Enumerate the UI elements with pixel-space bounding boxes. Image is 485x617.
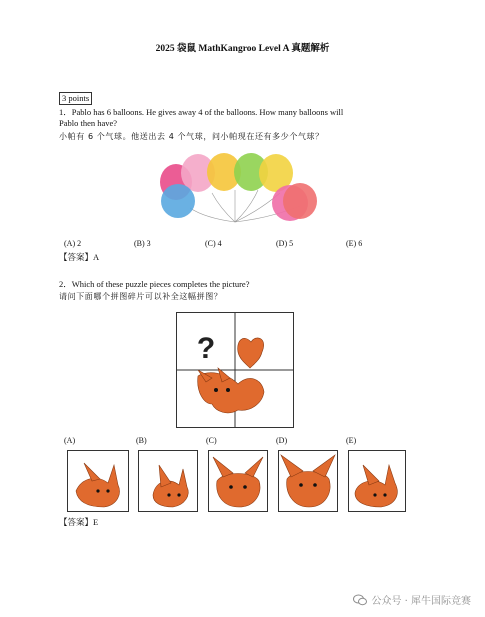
q1-text-line2: Pablo then have? xyxy=(59,118,118,128)
puzzle-piece-b xyxy=(138,450,198,512)
q1-option-e: (E) 6 xyxy=(346,239,363,248)
puzzle-piece-c xyxy=(208,450,268,512)
q2-option-e-label: (E) xyxy=(346,436,357,445)
q1-text-line1: 1．Pablo has 6 balloons. He gives away 4 of the balloons. How many balloons will xyxy=(59,107,344,117)
q1-answer: 【答案】A xyxy=(59,252,100,262)
q2-option-b-label: (B) xyxy=(136,436,147,445)
q1-chinese-text: 小帕有 6 个气球。他送出去 4 个气球，问小帕现在还有多少个气球？ xyxy=(59,132,324,141)
puzzle-picture xyxy=(176,312,294,428)
q1-option-b: (B) 3 xyxy=(134,239,151,248)
points-badge: 3 points xyxy=(59,92,92,105)
kangaroo-piece-icon xyxy=(349,451,405,511)
q1-option-a: (A) 2 xyxy=(64,239,82,248)
q2-option-c-label: (C) xyxy=(206,436,217,445)
kangaroo-piece-icon xyxy=(139,451,197,511)
watermark xyxy=(353,592,471,607)
kangaroo-piece-icon xyxy=(209,451,267,511)
q1-option-c: (C) 4 xyxy=(205,239,222,248)
puzzle-piece-e xyxy=(348,450,406,512)
balloons-illustration xyxy=(150,148,325,228)
kangaroo-piece-icon xyxy=(279,451,337,511)
q2-chinese-text: 请问下面哪个拼图碎片可以补全这幅拼图？ xyxy=(59,292,223,301)
q1-option-d: (D) 5 xyxy=(276,239,294,248)
watermark-text: 公众号 · 犀牛国际竞赛 xyxy=(371,596,471,607)
document-title: 2025 袋鼠 MathKangroo Level A 真题解析 xyxy=(155,44,330,54)
kangaroo-piece-icon xyxy=(68,451,128,511)
question-mark: ? xyxy=(196,332,216,365)
puzzle-piece-a xyxy=(67,450,129,512)
balloon-group xyxy=(160,153,317,221)
puzzle-piece-d xyxy=(278,450,338,512)
wechat-icon xyxy=(353,594,367,606)
q2-text-line1: 2．Which of these puzzle pieces completes the picture? xyxy=(59,279,250,289)
q2-option-d-label: (D) xyxy=(276,436,288,445)
q2-answer: 【答案】E xyxy=(59,517,99,527)
balloon-red xyxy=(283,183,317,219)
q2-option-a-label: (A) xyxy=(64,436,76,445)
balloon-blue xyxy=(161,184,195,218)
